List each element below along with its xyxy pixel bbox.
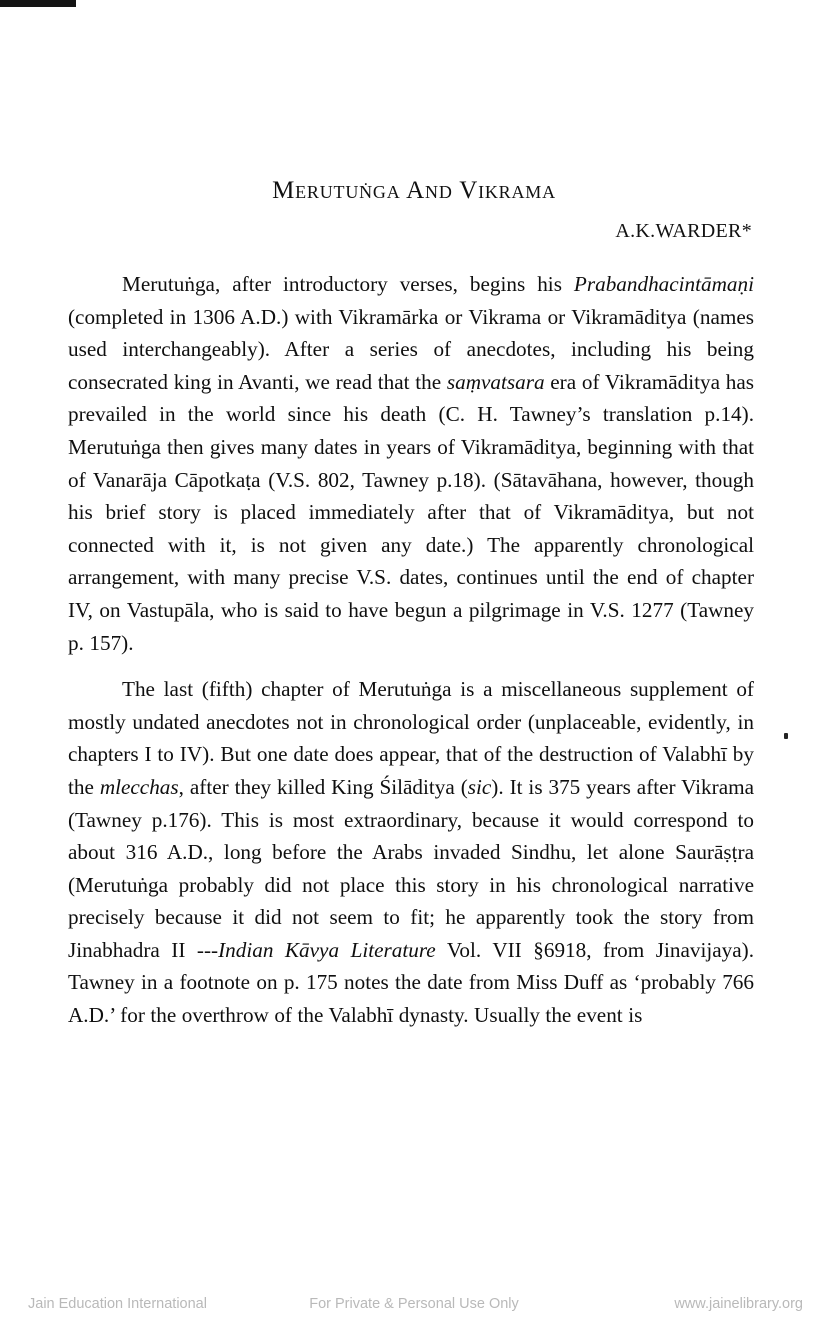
paragraph-1-content: [68, 272, 754, 655]
text-run: era of Vikramāditya has prevailed in the world since his death (C. H. Tawney’s translation p.14). Merutuṅga then gives many dates in years of Vikramāditya, beginning with that of Vanarāja Cāpotkaṭa (V.S. 802, Tawney p.18). (Sātavāhana, however, though his brief story is placed immediately after that of Vikramāditya, but not connected with it, is not given any date.) The apparently chronological arrangement, with many precise V.S. dates, continues until the end of chapter IV, on Vastupāla, who is said to have begun a pilgrimage in V.S. 1277 (Tawney p. 157).: [68, 369, 754, 655]
text-run: The last (fifth) chapter of Merutuṅga is a miscellaneous supplement of mostly undated anecdotes not in chronological order (unplaceable, evidently, in chapters I to IV). But one date does appear, that of the destruction of Valabhī by the: [68, 677, 754, 799]
page-footer: [0, 1296, 828, 1320]
scan-speck-artifact: [784, 733, 788, 739]
text-run: ). It is 375 years after Vikrama (Tawney p.176). This is most extraordinary, because it would correspond to about 316 A.D., long before the Arabs invaded Sindhu, let alone Saurāṣṭra (Merutuṅga probably did not place this story in his chronological narrative precisely because it did not seem to fit; he apparently took the story from Jinabhadra II ---: [68, 774, 754, 962]
italic-run: Indian Kāvya Literature: [218, 937, 436, 962]
italic-run: saṃvatsara: [446, 369, 545, 394]
body-text: [68, 268, 754, 1032]
footer-center-text: For Private & Personal Use Only: [309, 1296, 519, 1312]
text-run: , after they killed King Śilāditya (: [178, 774, 468, 799]
italic-run: Prabandhacintāmaṇi: [573, 272, 754, 296]
footer-right-link[interactable]: www.jainelibrary.org: [674, 1296, 803, 1312]
italic-run: sic: [467, 774, 492, 799]
scan-edge-artifact: [0, 0, 76, 7]
paragraph-2-content: [68, 677, 754, 1027]
paragraph-1: [68, 268, 754, 659]
footer-left-text: Jain Education International: [28, 1296, 207, 1312]
text-run: (completed in 1306 A.D.) with Vikramārka or Vikrama or Vikramāditya (names used interchangeably). After a series of anecdotes, including his being consecrated king in Avanti, we read that the: [68, 304, 754, 394]
page-title: Merutuṅga And Vikrama: [272, 176, 556, 204]
paragraph-2: [68, 673, 754, 1032]
author-byline: A.K.WARDER*: [615, 220, 752, 242]
text-run: Merutuṅga, after introductory verses, begins his: [122, 272, 574, 296]
italic-run: mlecchas: [99, 774, 179, 799]
text-run: Vol. VII §6918, from Jinavijaya). Tawney in a footnote on p. 175 notes the date from Miss Duff as ‘probably 766 A.D.’ for the overthrow of the Valabhī dynasty. Usually the event is: [68, 937, 754, 1028]
